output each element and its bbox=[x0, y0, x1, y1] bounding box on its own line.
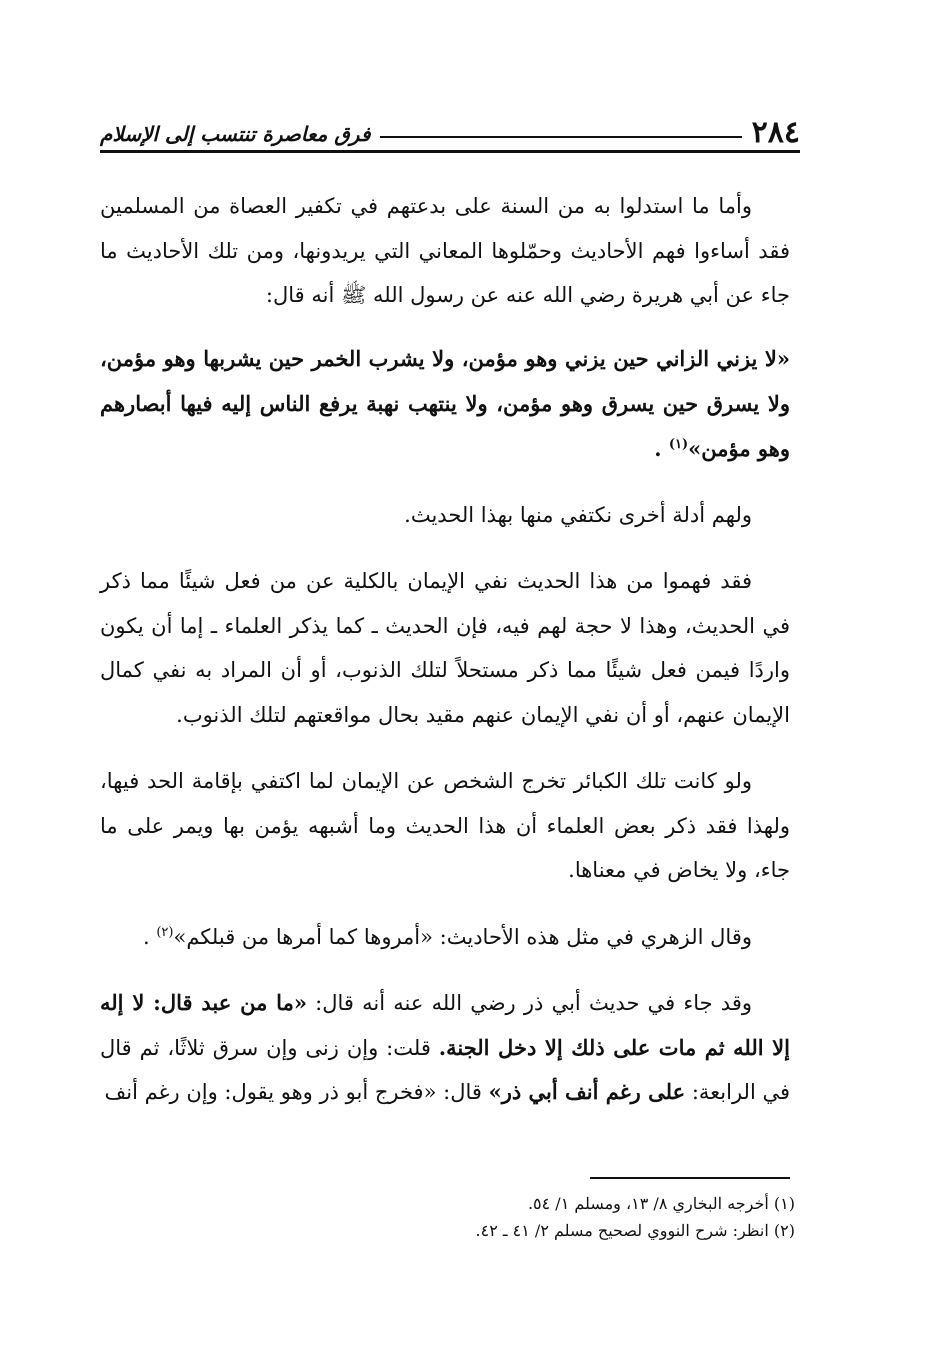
paragraph-zuhri bbox=[100, 915, 790, 960]
abu-dharr-continuation: قال: «فخرج أبو ذر وهو يقول: وإن رغم أنف bbox=[104, 1080, 482, 1104]
page-header bbox=[100, 108, 800, 148]
paragraph-intro: وأما ما استدلوا به من السنة على بدعتهم في تكفير العصاة من المسلمين فقد أساءوا فهم الأحاديث وحمّلوها المعاني التي يريدونها، ومن تلك الأحاديث ما جاء عن أبي هريرة رضي الله عنه عن رسول الله ﷺ أنه قال: bbox=[100, 194, 790, 307]
page-number: ٢٨٤ bbox=[751, 115, 800, 150]
paragraph-other-evidence: ولهم أدلة أخرى نكتفي منها بهذا الحديث. bbox=[404, 502, 752, 527]
footnote-1: (١) أخرجه البخاري ٨/ ١٣، ومسلم ١/ ٥٤. bbox=[527, 1194, 795, 1213]
footnote-ref-1: (١) bbox=[668, 436, 689, 452]
abu-dharr-question: قلت: وإن زنى وإن سرق ثلاثًا، ثم قال في الرابعة: bbox=[100, 1035, 790, 1104]
footnote-rule bbox=[590, 1177, 790, 1179]
running-title: فرق معاصرة تنتسب إلى الإسلام bbox=[100, 122, 371, 146]
abu-dharr-answer: على رغم أنف أبي ذر» bbox=[488, 1079, 686, 1104]
paragraph-abu-dharr bbox=[100, 981, 790, 1115]
zuhri-end: . bbox=[142, 924, 150, 949]
hadith-text: «لا يزني الزاني حين يزني وهو مؤمن، ولا يشرب الخمر حين يشربها وهو مؤمن، ولا يسرق حين يسرق وهو مؤمن، ولا ينتهب نهبة يرفع الناس إليه فيها أبصارهم وهو مؤمن» bbox=[100, 345, 790, 461]
header-rule bbox=[100, 150, 800, 153]
footnote-2: (٢) انظر: شرح النووي لصحيح مسلم ٢/ ٤١ ـ ٤٢. bbox=[475, 1221, 795, 1240]
footnotes bbox=[100, 1190, 795, 1244]
paragraph-interpretation: فقد فهموا من هذا الحديث نفي الإيمان بالكلية عن من فعل شيئًا مما ذكر في الحديث، وهذا لا حجة لهم فيه، فإن الحديث ـ كما يذكر العلماء ـ إما أن يكون واردًا فيمن فعل شيئًا مما ذكر مستحلاً لتلك الذنوب، أو أن المراد به نفي كمال الإيمان عنهم، أو أن نفي الإيمان عنهم مقيد بحال مواقعتهم لتلك الذنوب. bbox=[100, 569, 790, 727]
header-dash bbox=[380, 136, 741, 138]
footnote-ref-2: (٢) bbox=[156, 924, 174, 940]
zuhri-text: وقال الزهري في مثل هذه الأحاديث: «أمروها كما أمرها من قبلكم» bbox=[173, 924, 752, 949]
hadith-quote bbox=[100, 336, 790, 471]
paragraph-major-sins: ولو كانت تلك الكبائر تخرج الشخص عن الإيمان لما اكتفي بإقامة الحد فيها، ولهذا فقد ذكر بعض العلماء أن هذا الحديث وما أشبهه يؤمن بها ويمر على ما جاء، ولا يخاض في معناها. bbox=[100, 769, 790, 882]
main-text bbox=[100, 184, 790, 1115]
hadith-end: . bbox=[654, 435, 662, 461]
abu-dharr-hadith: «ما من عبد قال: لا إله إلا الله ثم مات على ذلك إلا دخل الجنة. bbox=[100, 990, 790, 1060]
abu-dharr-intro: وقد جاء في حديث أبي ذر رضي الله عنه أنه قال: bbox=[315, 991, 752, 1015]
